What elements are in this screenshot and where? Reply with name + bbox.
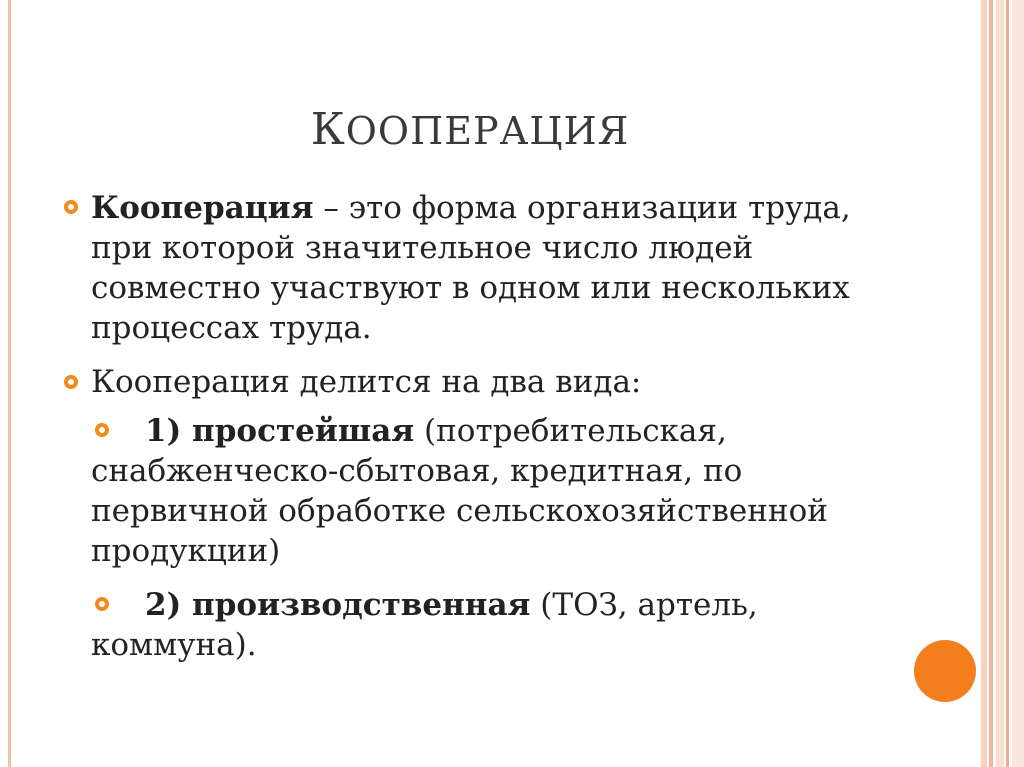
sub-bullet-text: (потребительская, [414, 413, 727, 449]
bullet-line: совместно участвуют в одном или нескольких [91, 270, 850, 306]
right-stripe [1012, 0, 1024, 767]
right-stripe [1006, 0, 1009, 767]
slide-title [0, 104, 940, 155]
bullet-line [91, 188, 891, 228]
right-stripe [996, 0, 1004, 767]
bullet-line [91, 411, 911, 451]
bullet-types [91, 362, 891, 402]
bullet-line: продукции) [91, 533, 281, 569]
decorative-circle [914, 640, 976, 702]
bullet-ring-icon [64, 375, 78, 389]
bullet-term: Кооперация [91, 190, 314, 226]
bullet-line: коммуна). [91, 627, 257, 663]
sub-bullet-production [91, 585, 911, 665]
bullet-line: Кооперация делится на два вида: [91, 364, 642, 400]
bullet-ring-icon [64, 200, 78, 214]
bullet-line [91, 585, 911, 625]
sub-bullet-term: 2) производственная [145, 587, 531, 623]
sub-bullet-simple [91, 411, 911, 571]
right-stripe [989, 0, 993, 767]
title-first-letter: К [310, 104, 346, 155]
title-rest: ООПЕРАЦИЯ [345, 109, 630, 153]
bullet-line: процессах труда. [91, 310, 372, 346]
sub-bullet-text: (ТОЗ, артель, [530, 587, 758, 623]
bullet-line: первичной обработке сельскохозяйственной [91, 493, 828, 529]
right-stripe [981, 0, 987, 767]
bullet-line: при которой значительное число людей [91, 230, 754, 266]
bullet-line: снабженческо-сбытовая, кредитная, по [91, 453, 743, 489]
sub-bullet-term: 1) простейшая [145, 413, 415, 449]
bullet-text: – это форма организации труда, [313, 190, 851, 226]
bullet-definition [91, 188, 891, 348]
